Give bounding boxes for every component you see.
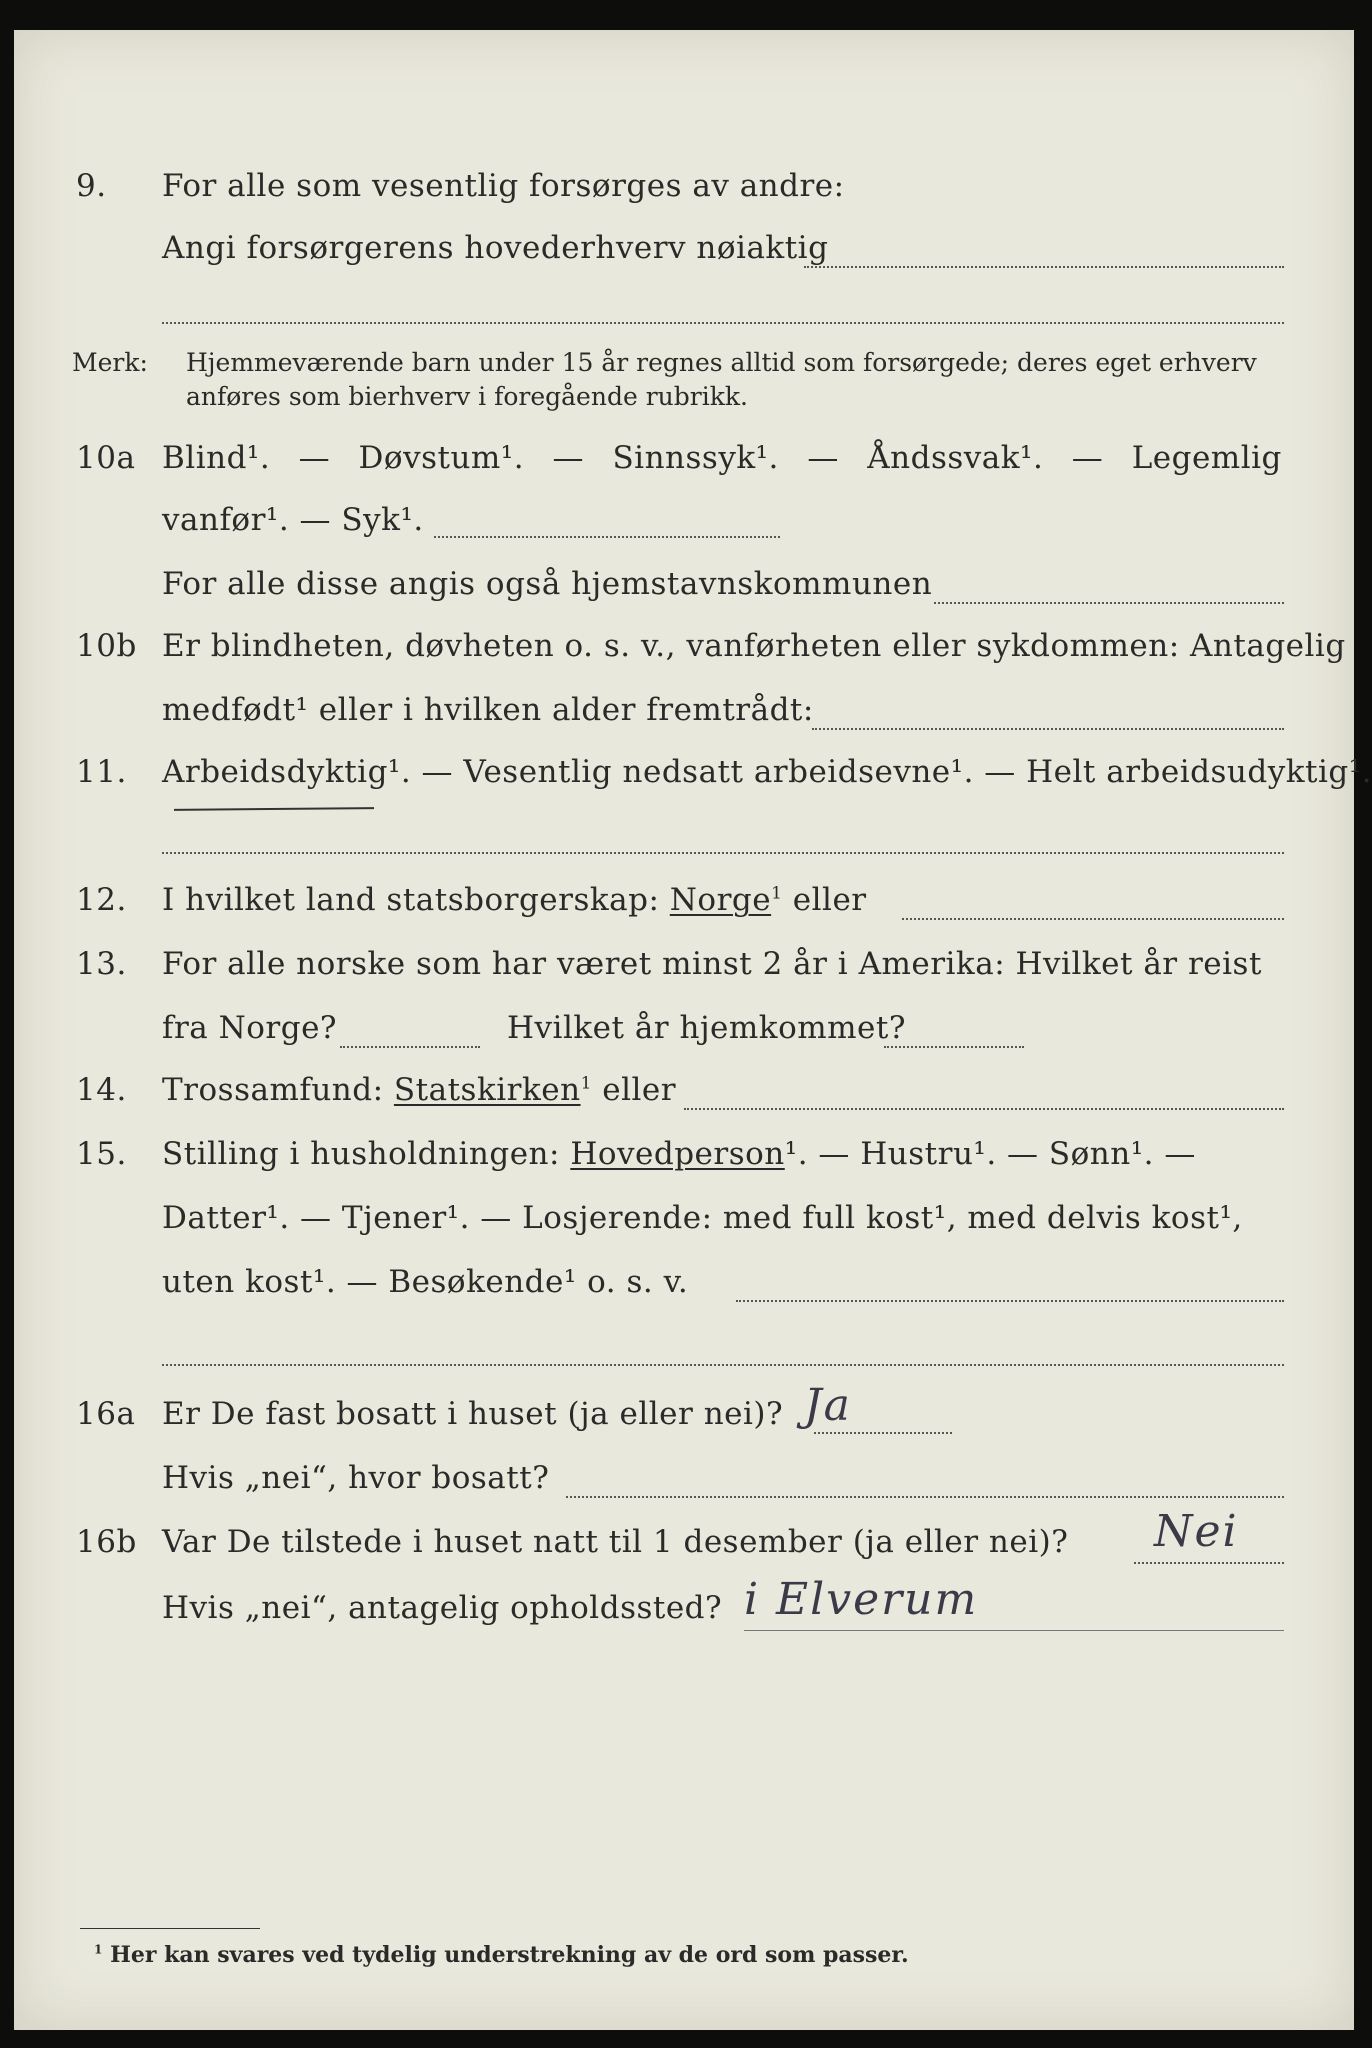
merk-text-2: anføres som bierhverv i foregående rubrikk. <box>186 382 748 411</box>
dash: — <box>298 440 331 476</box>
q16b-place-line[interactable] <box>744 1630 1284 1631</box>
q15-subtext: Datter¹. — Tjener¹. — Losjerende: med full kost¹, med delvis kost¹, <box>162 1200 1243 1236</box>
opt-legemlig: Legemlig <box>1131 440 1282 476</box>
q13-hjemkommet-line[interactable] <box>884 1046 1024 1048</box>
q16b-answer-line[interactable] <box>1134 1562 1284 1564</box>
footnote-mark: 1 <box>94 1942 103 1957</box>
q10b-subtext: medfødt¹ eller i hvilken alder fremtrådt: <box>162 692 814 728</box>
q13-reist: fra Norge? <box>162 1010 338 1046</box>
footnote-text: Her kan svares ved tydelig understrekning av de ord som passer. <box>110 1942 909 1968</box>
q9-number: 9. <box>76 168 107 204</box>
merk-text-1: Hjemmeværende barn under 15 år regnes alltid som forsørgede; deres eget erhverv <box>186 348 1257 377</box>
q9-text: For alle som vesentlig forsørges av andre: <box>162 168 845 204</box>
q15-hovedperson: Hovedperson <box>570 1136 785 1172</box>
q15-rest: ¹. — Hustru¹. — Sønn¹. — <box>784 1136 1196 1172</box>
q9-subtext: Angi forsørgerens hovederhverv nøiaktig <box>162 230 829 266</box>
q11-handwritten-underline <box>174 807 374 811</box>
merk-label: Merk: <box>72 348 148 377</box>
q10b-text: Er blindheten, døvheten o. s. v., vanførheten eller sykdommen: Antagelig <box>162 628 1346 664</box>
q14-statskirken: Statskirken <box>393 1072 581 1108</box>
q16a-number: 16a <box>76 1396 136 1432</box>
dash: — <box>807 440 839 476</box>
q10b-answer-line[interactable] <box>812 728 1284 730</box>
q12-eller: eller <box>782 882 867 918</box>
q15-answer-line[interactable] <box>736 1300 1284 1302</box>
opt-dovstum: Døvstum¹. <box>358 440 525 476</box>
q13-hjemkommet: Hvilket år hjemkommet? <box>507 1010 906 1046</box>
q16a-text: Er De fast bosatt i huset (ja eller nei)? <box>162 1396 784 1432</box>
q10a-hjemstavn-line[interactable] <box>934 602 1284 604</box>
q13-reist-line[interactable] <box>340 1046 480 1048</box>
q16b-number: 16b <box>76 1524 137 1560</box>
q10a-answer-line[interactable] <box>434 536 780 538</box>
q14-answer-line[interactable] <box>684 1108 1284 1110</box>
q15-answer-line-2[interactable] <box>162 1364 1284 1366</box>
q16b-text: Var De tilstede i huset natt til 1 desember (ja eller nei)? <box>162 1524 1069 1560</box>
form-page <box>14 30 1372 2030</box>
dash: — <box>552 440 585 476</box>
q16b-handwritten-answer: Nei <box>1154 1506 1239 1557</box>
q11-number: 11. <box>76 754 127 790</box>
q16a-answer-line[interactable] <box>814 1432 952 1434</box>
q14-eller: eller <box>591 1072 677 1108</box>
q12-number: 12. <box>76 882 127 918</box>
dash: — <box>1071 440 1104 476</box>
footnote-ref: 1 <box>580 1073 592 1094</box>
q12-text: I hvilket land statsborgerskap: <box>162 882 670 918</box>
q14-number: 14. <box>76 1072 127 1108</box>
q10a-hjemstavn: For alle disse angis også hjemstavnskommunen <box>162 566 933 602</box>
q16b-handwritten-place: i Elverum <box>744 1574 979 1625</box>
q10a-number: 10a <box>76 440 136 476</box>
q11-answer-line[interactable] <box>162 852 1284 854</box>
opt-sinnssyk: Sinnssyk¹. <box>612 440 779 476</box>
opt-andssvak: Åndssvak¹. <box>867 440 1044 476</box>
footnote-ref: 1 <box>771 883 783 904</box>
footnote-divider <box>80 1928 260 1929</box>
q16a-bosatt-line[interactable] <box>566 1496 1284 1498</box>
q10a-subtext: vanfør¹. — Syk¹. <box>162 502 424 538</box>
q15-text: Stilling i husholdningen: <box>162 1136 571 1172</box>
q12-norge: Norge <box>669 882 772 918</box>
q14-text: Trossamfund: <box>162 1072 394 1108</box>
q11-text: Arbeidsdyktig¹. — Vesentlig nedsatt arbeidsevne¹. — Helt arbeidsudyktig¹. <box>162 754 1372 790</box>
q16a-subtext: Hvis „nei“, hvor bosatt? <box>162 1460 550 1496</box>
q12-answer-line[interactable] <box>902 918 1284 920</box>
q9-answer-line-2[interactable] <box>162 322 1284 324</box>
q9-answer-line[interactable] <box>804 266 1284 268</box>
opt-blind: Blind¹. <box>162 440 271 476</box>
q10b-number: 10b <box>76 628 137 664</box>
q16a-handwritten-answer: Ja <box>804 1380 852 1431</box>
q16b-subtext: Hvis „nei“, antagelig opholdssted? <box>162 1590 723 1626</box>
q15-subtext-2: uten kost¹. — Besøkende¹ o. s. v. <box>162 1264 689 1300</box>
q15-number: 15. <box>76 1136 127 1172</box>
q13-number: 13. <box>76 946 127 982</box>
q10a-options <box>162 440 1282 476</box>
q13-text: For alle norske som har været minst 2 år i Amerika: Hvilket år reist <box>162 946 1262 982</box>
